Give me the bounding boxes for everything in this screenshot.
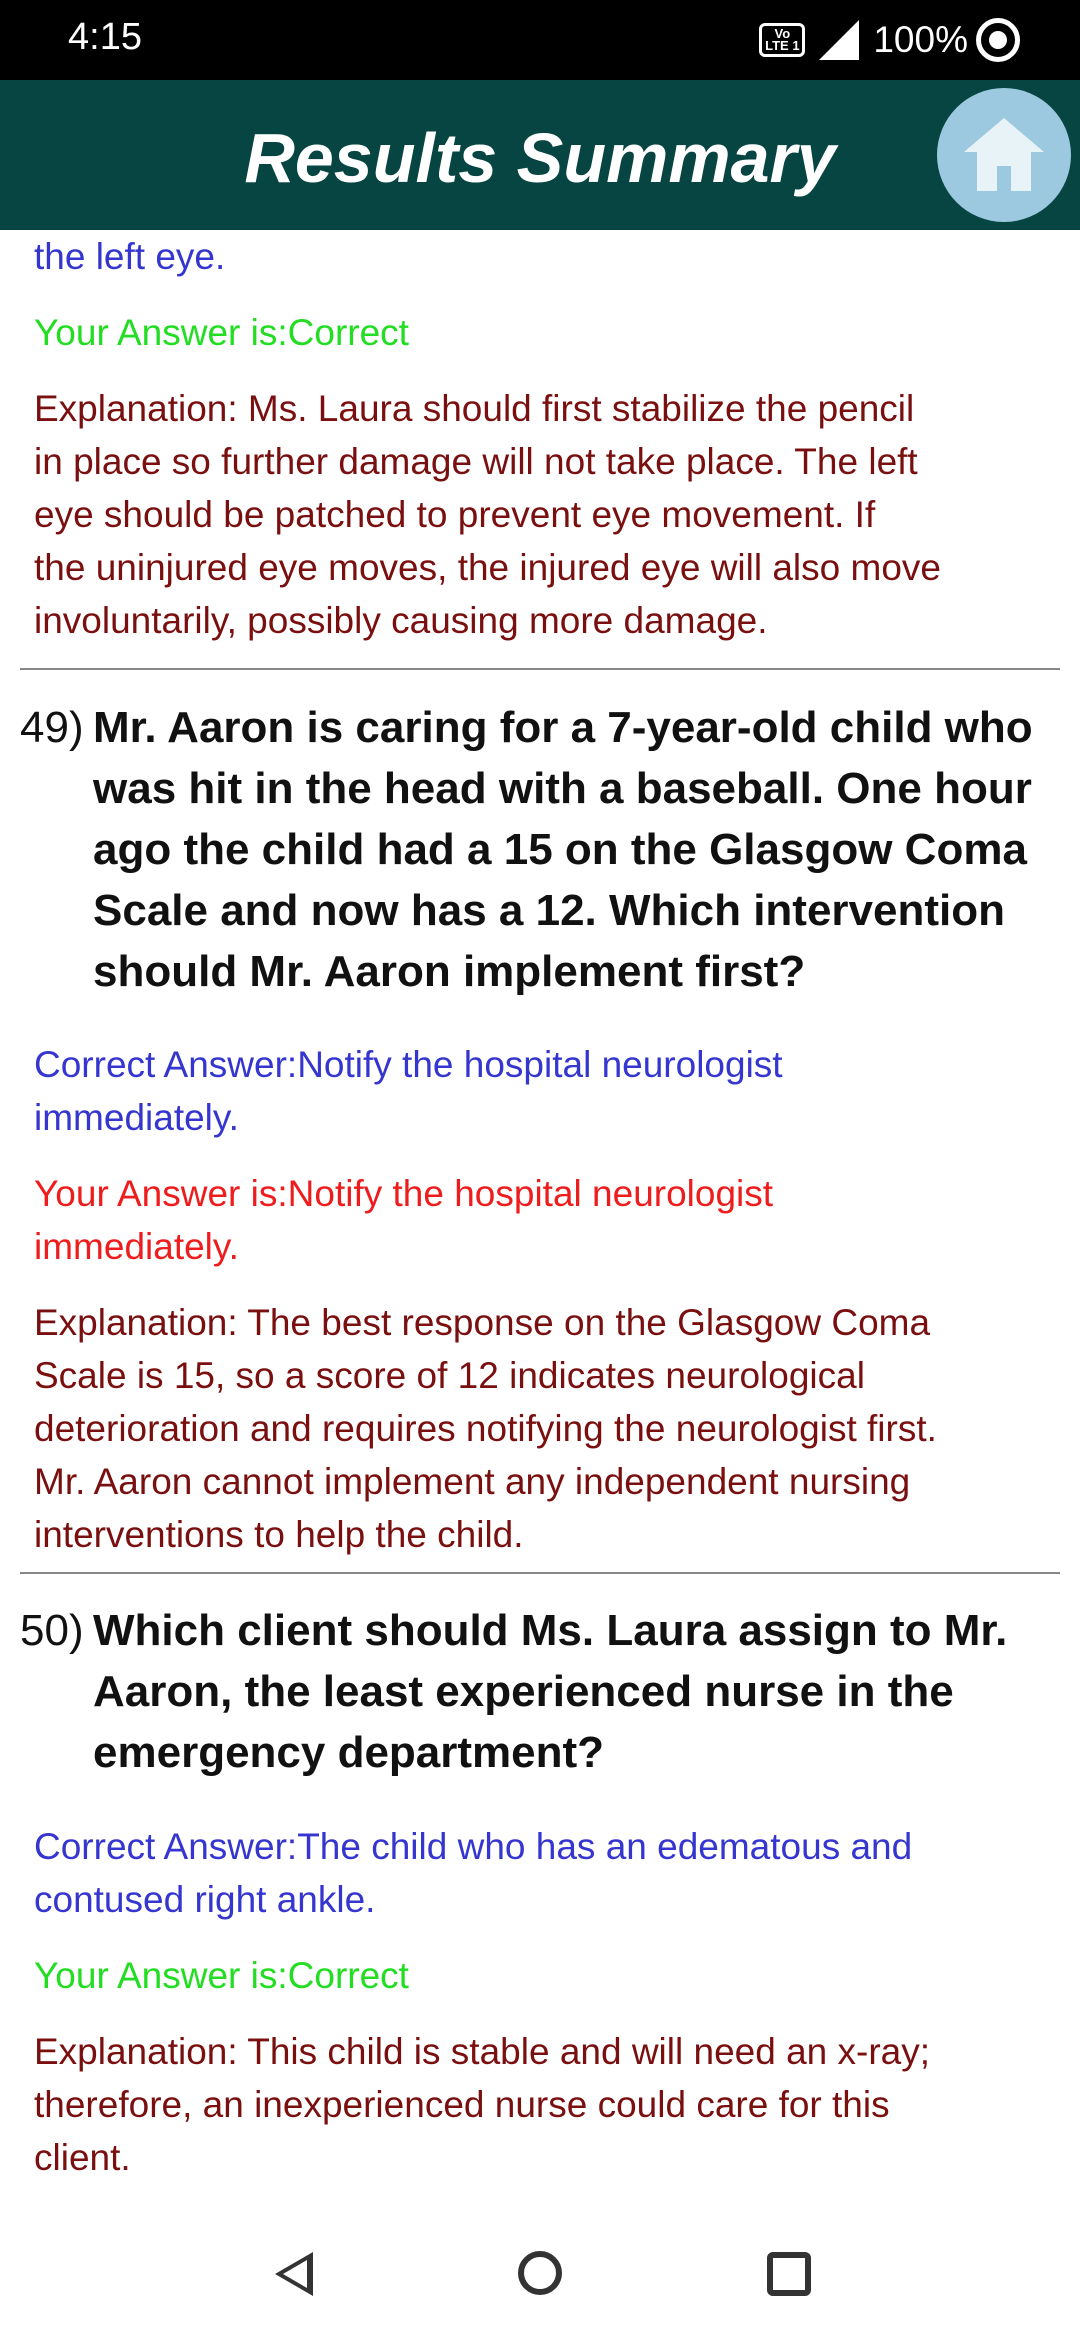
divider	[20, 668, 1060, 670]
signal-icon	[819, 20, 859, 60]
question-line: Mr. Aaron is caring for a 7-year-old child who	[93, 703, 1033, 752]
explanation-line: therefore, an inexperienced nurse could care for this	[34, 2084, 890, 2125]
question-line: should Mr. Aaron implement first?	[93, 947, 806, 996]
correct-answer: immediately.	[34, 1097, 239, 1138]
question-line: Scale and now has a 12. Which intervention	[93, 886, 1005, 935]
status-bar	[0, 0, 1080, 80]
status-time: 4:15	[68, 16, 142, 58]
question-number: 50)	[20, 1606, 84, 1655]
question-line: Aaron, the least experienced nurse in the	[93, 1667, 954, 1716]
correct-answer: Correct Answer:Notify the hospital neurologist	[34, 1044, 783, 1085]
correct-answer: Correct Answer:The child who has an edematous and	[34, 1826, 913, 1867]
explanation-line: Explanation: The best response on the Glasgow Coma	[34, 1302, 931, 1343]
sync-icon	[976, 18, 1020, 62]
divider	[20, 1572, 1060, 1574]
home-nav-icon[interactable]	[518, 2251, 562, 2295]
explanation-line: Explanation: This child is stable and will need an x-ray;	[34, 2031, 931, 2072]
volte-icon: Vo LTE 1	[759, 23, 805, 57]
explanation-line: eye should be patched to prevent eye movement. If	[34, 494, 876, 535]
explanation-line: Scale is 15, so a score of 12 indicates neurological	[34, 1355, 865, 1396]
explanation-line: the uninjured eye moves, the injured eye will also move	[34, 547, 941, 588]
correct-answer: contused right ankle.	[34, 1879, 376, 1920]
explanation-line: Explanation: Ms. Laura should first stabilize the pencil	[34, 388, 915, 429]
question-line: was hit in the head with a baseball. One hour	[93, 764, 1032, 813]
question-line: Which client should Ms. Laura assign to Mr.	[93, 1606, 1008, 1655]
question-number: 49)	[20, 703, 84, 752]
home-icon	[964, 118, 1044, 152]
correct-answer-tail: the left eye.	[34, 236, 226, 277]
explanation-line: interventions to help the child.	[34, 1514, 524, 1555]
recents-icon[interactable]	[767, 2252, 811, 2296]
battery-level: 100%	[873, 19, 968, 60]
your-answer: Your Answer is:Correct	[34, 1955, 409, 1996]
app-bar	[0, 80, 1080, 230]
explanation-line: in place so further damage will not take place. The left	[34, 441, 918, 482]
explanation-line: involuntarily, possibly causing more damage.	[34, 600, 768, 641]
page-title: Results Summary	[244, 119, 836, 197]
your-answer: Your Answer is:Notify the hospital neurologist	[34, 1173, 774, 1214]
home-button[interactable]	[937, 88, 1071, 222]
your-answer: Your Answer is:Correct	[34, 312, 409, 353]
explanation-line: deterioration and requires notifying the neurologist first.	[34, 1408, 937, 1449]
status-icons	[759, 14, 1020, 66]
explanation-line: client.	[34, 2137, 131, 2178]
results-list[interactable]	[0, 230, 1080, 2190]
explanation-line: Mr. Aaron cannot implement any independent nursing	[34, 1461, 911, 1502]
question-line: emergency department?	[93, 1728, 605, 1777]
your-answer: immediately.	[34, 1226, 239, 1267]
question-line: ago the child had a 15 on the Glasgow Coma	[93, 825, 1027, 874]
